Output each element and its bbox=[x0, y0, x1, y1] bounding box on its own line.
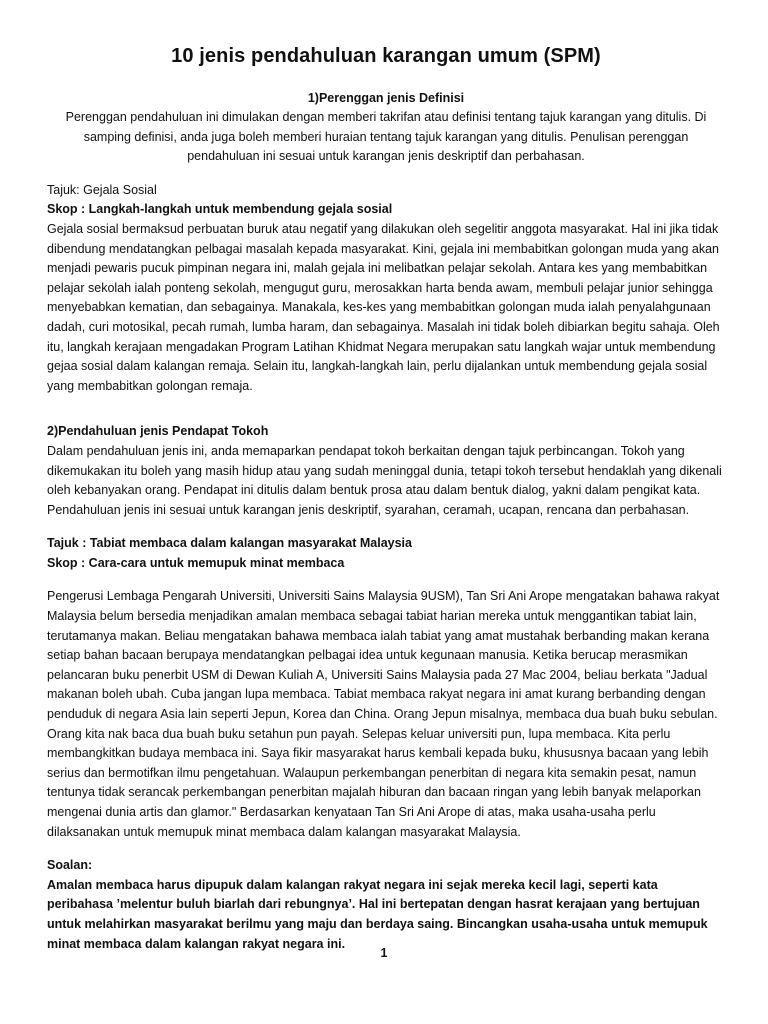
spacer bbox=[47, 520, 725, 534]
document-title: 10 jenis pendahuluan karangan umum (SPM) bbox=[171, 45, 601, 67]
section2-intro: Dalam pendahuluan jenis ini, anda memaparkan pendapat tokoh berkaitan dengan tajuk perbincangan. Tokoh yang dikemukakan itu boleh yang masih hidup atau yang sudah meninggal dunia, tetapi tokoh tersebut hendaklah yang dikenali oleh kebanyakan orang. Pendapat ini ditulis dalam bentuk prosa atau dalam bentuk dialog, yakni dalam pengikat kata. Pendahuluan jenis ini sesuai untuk karangan jenis deskriptif, syarahan, ceramah, ucapan, rencana dan perbahasan. bbox=[47, 443, 722, 517]
soalan-heading: Soalan: bbox=[47, 858, 93, 873]
section1-skop: Skop : Langkah-langkah untuk membendung gejala sosial bbox=[47, 202, 393, 217]
section1-intro: Perenggan pendahuluan ini dimulakan dengan memberi takrifan atau definisi tentang tajuk karangan yang ditulis. Di samping definisi, anda juga boleh memberi huraian tentang tajuk karangan yang ditulis. Penulisan perenggan pendahuluan ini sesuai untuk karangan jenis deskriptif dan perbahasan. bbox=[65, 110, 707, 164]
section2-skop: Skop : Cara-cara untuk memupuk minat membaca bbox=[47, 555, 345, 570]
document-page bbox=[47, 44, 725, 954]
spacer bbox=[47, 842, 725, 856]
section2-example: Pengerusi Lembaga Pengarah Universiti, Universiti Sains Malaysia 9USM), Tan Sri Ani Arope mengatakan bahawa rakyat Malaysia belum bersedia menjadikan amalan membaca sebagai tabiat harian mereka untuk menggantikan tabiat lain, terutamanya makan. Beliau mengatakan bahawa membaca ialah tabiat yang amat mustahak berbanding makan kerana setiap bahan bacaan berupaya mendatangkan pelbagai idea untuk kegunaan manusia. Ketika berucap merasmikan pelancaran buku penerbit USM di Dewan Kuliah A, Universiti Sains Malaysia pada 27 Mac 2004, beliau berkata "Jadual makanan boleh ubah. Cuba jangan lupa membaca. Tabiat membaca rakyat negara ini amat kurang berbanding dengan penduduk di negara Asia lain seperti Jepun, Korea dan China. Orang Jepun misalnya, membaca dua buah buku sebulan. Orang kita nak baca dua buah buku setahun pun payah. Selepas keluar universiti pun, lupa membaca. Kita perlu membangkitkan budaya membaca ini. Saya fikir masyarakat harus kembali kepada buku, khususnya bacaan yang lebih serius dan bermotifkan ilmu pengetahuan. Walaupun perkembangan penerbitan di negara kita semakin pesat, namun tentunya tidak serancak perkembangan penerbitan majalah hiburan dan bacaan ringan yang lebih banyak melaporkan mengenai dunia artis dan glamor." Berdasarkan kenyataan Tan Sri Ani Arope di atas, maka usaha-usaha perlu dilaksanakan untuk memupuk minat membaca dalam kalangan masyarakat Malaysia. bbox=[47, 589, 720, 839]
section1-tajuk: Tajuk: Gejala Sosial bbox=[47, 182, 157, 197]
section1-heading: 1)Perenggan jenis Definisi bbox=[307, 91, 465, 105]
section2-heading: 2)Pendahuluan jenis Pendapat Tokoh bbox=[47, 424, 269, 439]
section1-example: Gejala sosial bermaksud perbuatan buruk atau negatif yang dilakukan oleh segelitir anggota masyarakat. Hal ini jika tidak dibendung mendatangkan pelbagai masalah kepada masyarakat. Kini, gejala ini membabitkan golongan muda yang akan menjadi pewaris pucuk pimpinan negara ini, malah gejala ini melibatkan pelajar sekolah. Antara kes yang membabitkan pelajar sekolah ialah ponteng sekolah, mengugut guru, merosakkan harta benda awam, membuli pelajar junior sehingga menyebabkan kematian, dan sebagainya. Manakala, kes-kes yang membabitkan golongan muda ialah penyalahgunaan dadah, curi motosikal, pecah rumah, lumba haram, dan sebagainya. Masalah ini tidak boleh dibiarkan begitu sahaja. Oleh itu, langkah kerajaan mengadakan Program Latihan Khidmat Negara merupakan satu langkah wajar untuk membendung gejaa sosial dalam kalangan remaja. Selain itu, langkah-langkah lain, perlu dijalankan untuk membendung gejala sosial yang membabitkan golongan remaja. bbox=[47, 221, 720, 393]
spacer bbox=[47, 396, 725, 422]
section2-tajuk: Tajuk : Tabiat membaca dalam kalangan masyarakat Malaysia bbox=[47, 536, 412, 551]
spacer bbox=[47, 167, 725, 181]
soalan-text: Amalan membaca harus dipupuk dalam kalangan rakyat negara ini sejak mereka kecil lagi, seperti kata peribahasa ’melentur buluh biarlah dari rebungnya’. Hal ini bertepatan dengan hasrat kerajaan yang bertujuan untuk melahirkan masyarakat berilmu yang maju dan berdaya saing. Bincangkan usaha-usaha untuk memupuk minat membaca dalam kalangan rakyat negara ini. bbox=[47, 877, 708, 951]
spacer bbox=[47, 573, 725, 587]
page-number: 1 bbox=[380, 946, 388, 960]
